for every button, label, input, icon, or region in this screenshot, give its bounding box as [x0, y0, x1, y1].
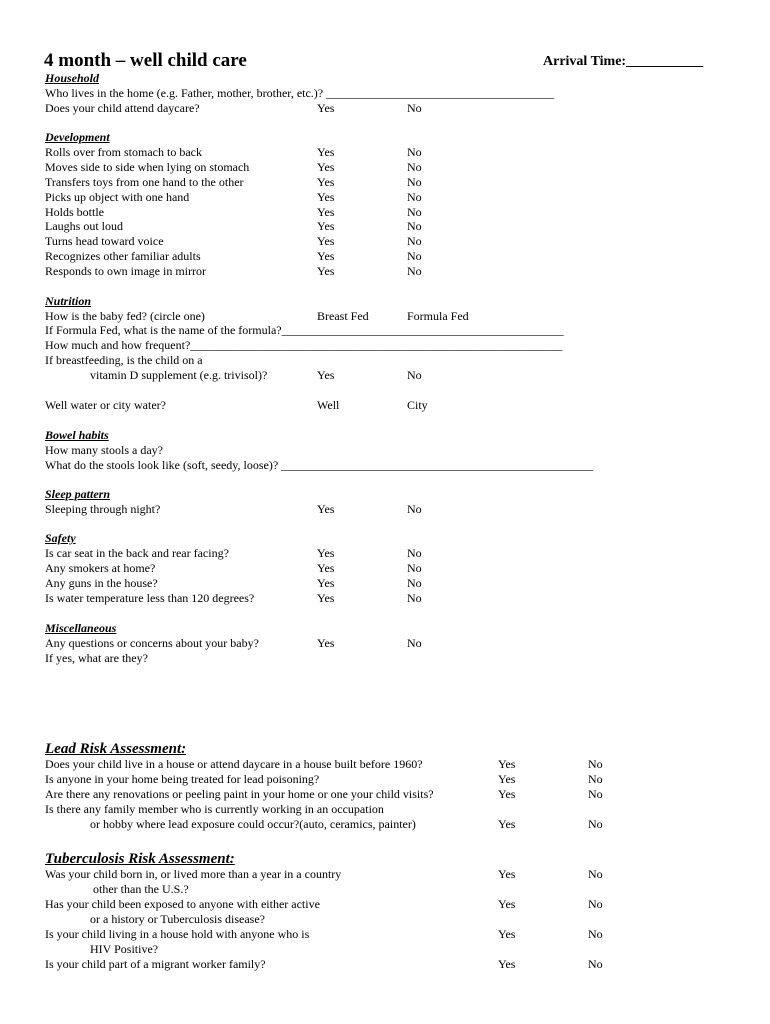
lead-option-b[interactable]: No: [588, 787, 603, 801]
lead-option-a[interactable]: Yes: [498, 817, 516, 831]
safety-option-b[interactable]: No: [407, 561, 422, 575]
development-option-a[interactable]: Yes: [317, 219, 335, 233]
nutrition-option-b[interactable]: Formula Fed: [407, 309, 469, 323]
development-option-b[interactable]: No: [407, 160, 422, 174]
household-option-a[interactable]: Yes: [317, 101, 335, 115]
household-option-b[interactable]: No: [407, 101, 422, 115]
nutrition-option-a[interactable]: Well: [317, 398, 340, 412]
tb-heading: Tuberculosis Risk Assessment:: [45, 851, 235, 867]
tb-option-a[interactable]: Yes: [498, 957, 516, 971]
lead-question: Is anyone in your home being treated for lead poisoning?: [45, 772, 320, 786]
sleep-heading: Sleep pattern: [45, 487, 110, 501]
development-option-b[interactable]: No: [407, 175, 422, 189]
lead-option-a[interactable]: Yes: [498, 757, 516, 771]
safety-option-a[interactable]: Yes: [317, 591, 335, 605]
arrival-time-field[interactable]: Arrival Time:___________: [543, 54, 704, 69]
development-option-a[interactable]: Yes: [317, 205, 335, 219]
safety-option-a[interactable]: Yes: [317, 546, 335, 560]
tb-option-a[interactable]: Yes: [498, 867, 516, 881]
development-question: Recognizes other familiar adults: [45, 249, 201, 263]
tb-question: or a history or Tuberculosis disease?: [90, 912, 265, 926]
development-option-b[interactable]: No: [407, 205, 422, 219]
safety-question: Any smokers at home?: [45, 561, 156, 575]
nutrition-question: If breastfeeding, is the child on a: [45, 353, 203, 367]
nutrition-question[interactable]: How much and how frequent?______________________________________________________________: [45, 338, 563, 352]
tb-option-b[interactable]: No: [588, 957, 603, 971]
lead-option-a[interactable]: Yes: [498, 787, 516, 801]
sleep-question: Sleeping through night?: [45, 502, 161, 516]
lead-option-a[interactable]: Yes: [498, 772, 516, 786]
lead-heading: Lead Risk Assessment:: [45, 741, 187, 757]
lead-question: Are there any renovations or peeling paint in your home or one your child visits?: [45, 787, 434, 801]
development-question: Picks up object with one hand: [45, 190, 190, 204]
development-question: Responds to own image in mirror: [45, 264, 206, 278]
lead-option-b[interactable]: No: [588, 772, 603, 786]
household-heading: Household: [45, 71, 100, 85]
development-option-a[interactable]: Yes: [317, 190, 335, 204]
nutrition-question[interactable]: If Formula Fed, what is the name of the formula?_______________________________________________: [45, 323, 564, 337]
development-option-a[interactable]: Yes: [317, 249, 335, 263]
development-question: Holds bottle: [45, 205, 104, 219]
misc-option-a[interactable]: Yes: [317, 636, 335, 650]
tb-question: Is your child part of a migrant worker family?: [45, 957, 266, 971]
bowel-question: How many stools a day?: [45, 443, 163, 457]
nutrition-option-b[interactable]: City: [407, 398, 428, 412]
safety-option-a[interactable]: Yes: [317, 576, 335, 590]
development-option-a[interactable]: Yes: [317, 160, 335, 174]
development-option-a[interactable]: Yes: [317, 264, 335, 278]
tb-option-a[interactable]: Yes: [498, 897, 516, 911]
sleep-option-b[interactable]: No: [407, 502, 422, 516]
nutrition-heading: Nutrition: [45, 294, 92, 308]
development-option-b[interactable]: No: [407, 190, 422, 204]
lead-question: Is there any family member who is currently working in an occupation: [45, 802, 384, 816]
household-question: Does your child attend daycare?: [45, 101, 200, 115]
development-question: Turns head toward voice: [45, 234, 164, 248]
lead-question: or hobby where lead exposure could occur?(auto, ceramics, painter): [90, 817, 416, 831]
sleep-option-a[interactable]: Yes: [317, 502, 335, 516]
safety-option-a[interactable]: Yes: [317, 561, 335, 575]
nutrition-option-a[interactable]: Yes: [317, 368, 335, 382]
nutrition-option-b[interactable]: No: [407, 368, 422, 382]
development-option-b[interactable]: No: [407, 234, 422, 248]
tb-question: Was your child born in, or lived more than a year in a country: [45, 867, 342, 881]
development-question: Transfers toys from one hand to the other: [45, 175, 244, 189]
tb-option-b[interactable]: No: [588, 897, 603, 911]
development-option-b[interactable]: No: [407, 264, 422, 278]
tb-question: Is your child living in a house hold with anyone who is: [45, 927, 310, 941]
development-question: Moves side to side when lying on stomach: [45, 160, 250, 174]
safety-option-b[interactable]: No: [407, 591, 422, 605]
development-question: Laughs out loud: [45, 219, 123, 233]
misc-question: If yes, what are they?: [45, 651, 148, 665]
page-title: 4 month – well child care: [44, 50, 247, 71]
bowel-question[interactable]: What do the stools look like (soft, seedy, loose)? ____________________________________________________: [45, 458, 594, 472]
development-option-b[interactable]: No: [407, 145, 422, 159]
lead-question: Does your child live in a house or attend daycare in a house built before 1960?: [45, 757, 423, 771]
safety-option-b[interactable]: No: [407, 546, 422, 560]
misc-heading: Miscellaneous: [45, 621, 117, 635]
lead-option-b[interactable]: No: [588, 817, 603, 831]
development-option-b[interactable]: No: [407, 219, 422, 233]
misc-question: Any questions or concerns about your baby?: [45, 636, 259, 650]
development-option-b[interactable]: No: [407, 249, 422, 263]
safety-question: Is water temperature less than 120 degrees?: [45, 591, 255, 605]
safety-question: Any guns in the house?: [45, 576, 158, 590]
development-heading: Development: [45, 130, 110, 144]
development-option-a[interactable]: Yes: [317, 234, 335, 248]
development-question: Rolls over from stomach to back: [45, 145, 202, 159]
tb-option-b[interactable]: No: [588, 867, 603, 881]
tb-question: other than the U.S.?: [93, 882, 189, 896]
development-option-a[interactable]: Yes: [317, 145, 335, 159]
misc-option-b[interactable]: No: [407, 636, 422, 650]
tb-question: HIV Positive?: [90, 942, 159, 956]
safety-heading: Safety: [45, 531, 76, 545]
household-question[interactable]: Who lives in the home (e.g. Father, mother, brother, etc.)? ______________________________________: [45, 86, 555, 100]
nutrition-option-a[interactable]: Breast Fed: [317, 309, 369, 323]
development-option-a[interactable]: Yes: [317, 175, 335, 189]
tb-option-b[interactable]: No: [588, 927, 603, 941]
lead-option-b[interactable]: No: [588, 757, 603, 771]
nutrition-question: How is the baby fed? (circle one): [45, 309, 205, 323]
safety-question: Is car seat in the back and rear facing?: [45, 546, 229, 560]
tb-question: Has your child been exposed to anyone with either active: [45, 897, 320, 911]
tb-option-a[interactable]: Yes: [498, 927, 516, 941]
nutrition-question: vitamin D supplement (e.g. trivisol)?: [90, 368, 268, 382]
nutrition-question: Well water or city water?: [45, 398, 166, 412]
safety-option-b[interactable]: No: [407, 576, 422, 590]
bowel-heading: Bowel habits: [45, 428, 109, 442]
